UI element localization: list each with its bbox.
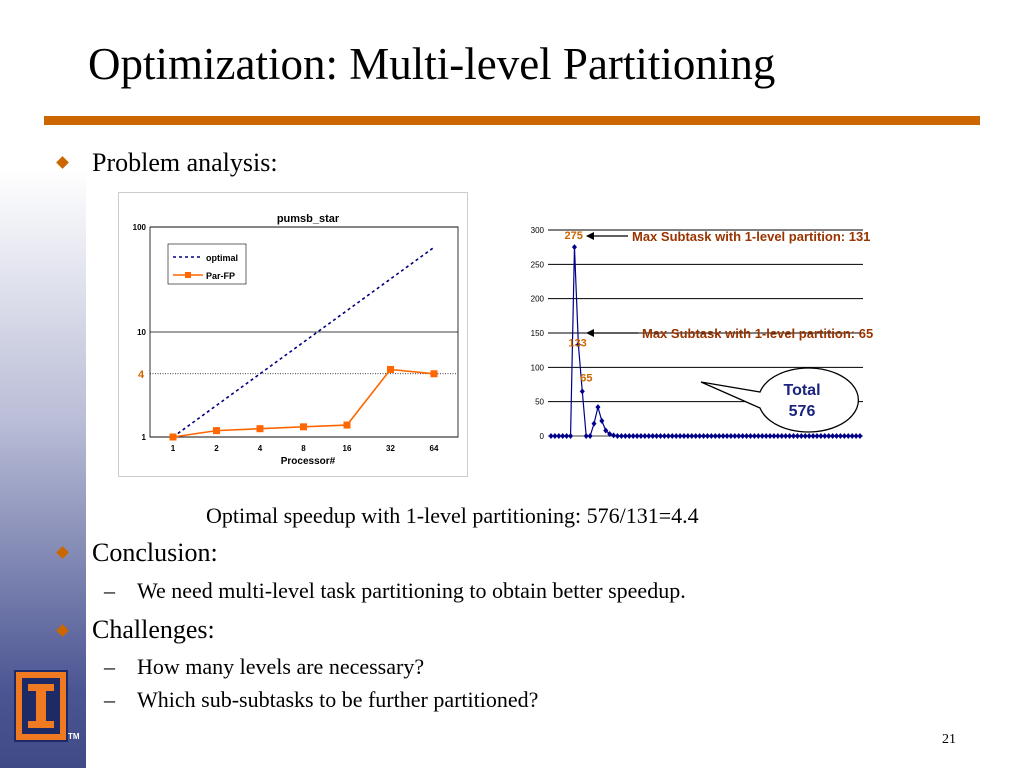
page-number: 21 (942, 732, 956, 747)
series-Par-FP-point (170, 434, 177, 441)
speedup-chart-x-tick-label: 4 (257, 444, 263, 453)
annotation-65 (586, 326, 873, 341)
speedup-chart-xlabel: Processor# (280, 456, 336, 467)
subtask-point-label: 65 (580, 372, 593, 385)
subtask-chart-y-tick-label: 250 (530, 260, 544, 270)
total-callout (701, 368, 858, 432)
speedup-chart-x-tick-label: 16 (342, 444, 352, 453)
title-rule (44, 116, 980, 125)
subtask-point-label: 133 (568, 337, 587, 350)
sub-bullet-dash: – (104, 578, 115, 603)
speedup-chart-x-tick-label: 2 (214, 444, 219, 453)
speedup-chart-title: pumsb_star (276, 213, 340, 225)
sub-bullet-subsubtasks: Which sub-subtasks to be further partitioned? (137, 687, 539, 712)
series-Par-FP-point (300, 423, 307, 430)
speedup-chart-legend (168, 244, 246, 284)
subtask-chart-y-tick-label: 150 (530, 329, 544, 338)
sub-bullet-levels: How many levels are necessary? (137, 654, 425, 679)
speedup-chart-y-tick-label: 10 (137, 328, 146, 337)
logo-inner (22, 678, 60, 734)
series-Par-FP-point (387, 366, 394, 373)
speedup-caption: Optimal speedup with 1-level partitioning: 576/131=4.4 (206, 503, 699, 528)
series-Par-FP-point (257, 425, 264, 432)
speedup-chart-x-tick-label: 1 (170, 444, 176, 453)
bullet-challenges: Challenges: (92, 615, 215, 644)
subtask-series-point (588, 433, 593, 439)
arrow-head-icon (586, 329, 594, 337)
series-Par-FP-point (344, 422, 351, 429)
legend-parfp-marker (185, 272, 191, 278)
subtask-series-point (580, 388, 585, 394)
subtask-chart (520, 222, 940, 452)
series-Par-FP-point (431, 370, 438, 377)
callout-bubble-icon (701, 368, 858, 432)
subtask-series-point (592, 421, 597, 427)
annotation-65-text: Max Subtask with 1-level partition: 65 (642, 326, 874, 341)
speedup-chart-x-tick-label: 8 (301, 444, 306, 453)
subtask-series-point (599, 418, 604, 424)
legend-parfp-label: Par-FP (206, 271, 236, 281)
speedup-chart (118, 192, 468, 477)
reference-line-label: 4 (138, 368, 145, 381)
subtask-chart-y-tick-label: 50 (535, 397, 544, 407)
speedup-chart-y-tick-label: 100 (132, 223, 146, 232)
sub-bullet-dash: – (104, 687, 115, 712)
block-i-icon (22, 678, 60, 734)
speedup-chart-y-tick-label: 1 (141, 433, 146, 442)
trademark-mark: TM (68, 732, 80, 741)
subtask-series-point (858, 433, 863, 439)
speedup-chart-x-tick-label: 32 (386, 444, 395, 453)
bullet-conclusion: Conclusion: (92, 538, 218, 567)
subtask-series-point (595, 404, 600, 410)
subtask-chart-y-tick-label: 100 (530, 363, 544, 373)
sub-bullet-dash: – (104, 654, 115, 679)
sub-bullet-multilevel: We need multi-level task partitioning to obtain better speedup. (137, 578, 686, 603)
subtask-chart-y-ticks (531, 226, 545, 441)
subtask-chart-y-tick-label: 200 (530, 294, 544, 304)
subtask-chart-y-tick-label: 300 (530, 226, 544, 235)
callout-total-value: 576 (788, 403, 816, 420)
university-logo-icon (14, 670, 68, 742)
subtask-chart-y-tick-label: 0 (539, 432, 544, 441)
subtask-series-point (572, 244, 577, 250)
series-Par-FP-point (213, 427, 220, 434)
legend-optimal-label: optimal (206, 253, 239, 263)
subtask-series-point (568, 433, 573, 439)
bullet-problem-analysis: Problem analysis: (92, 148, 278, 177)
subtask-point-label: 275 (564, 230, 583, 243)
arrow-head-icon (586, 232, 594, 240)
annotation-131-text: Max Subtask with 1-level partition: 131 (632, 229, 871, 244)
subtask-series-point (611, 432, 616, 438)
speedup-chart-x-tick-label: 64 (429, 444, 439, 453)
annotation-131 (586, 229, 870, 244)
callout-total-label: Total (783, 382, 821, 399)
slide-title: Optimization: Multi-level Partitioning (88, 39, 776, 89)
